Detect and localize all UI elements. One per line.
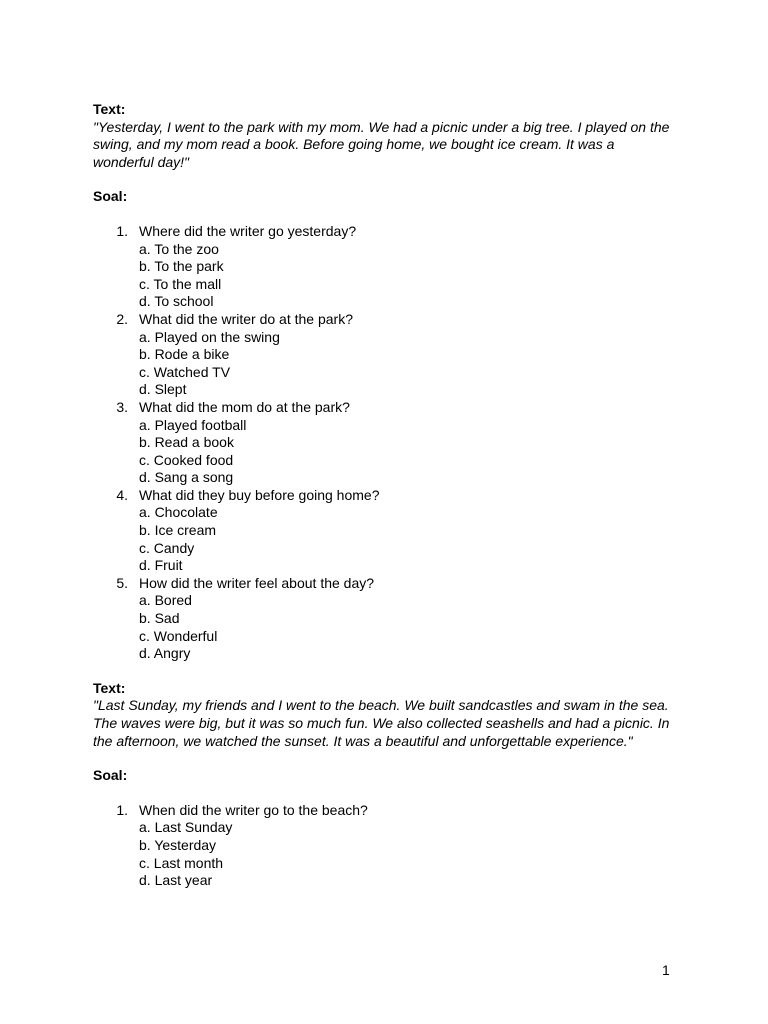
option-list bbox=[139, 504, 673, 574]
answer-option: d. Sang a song bbox=[139, 469, 234, 486]
answer-option: c. Watched TV bbox=[139, 363, 231, 380]
option-list bbox=[139, 329, 673, 399]
question-item bbox=[93, 399, 673, 487]
answer-option: c. Last month bbox=[139, 854, 224, 871]
answer-option: d. Last year bbox=[139, 872, 213, 889]
answer-option: b. Sad bbox=[139, 610, 180, 627]
option-list bbox=[139, 241, 673, 311]
question-number: 5. bbox=[116, 574, 128, 591]
answer-option: b. Rode a bike bbox=[139, 346, 230, 363]
answer-option: b. Ice cream bbox=[139, 522, 217, 539]
soal-heading: Soal: bbox=[93, 188, 128, 205]
page-number: 1 bbox=[662, 962, 670, 978]
answer-option: d. Angry bbox=[139, 645, 191, 662]
answer-option: a. Last Sunday bbox=[139, 819, 233, 836]
question-list bbox=[93, 223, 673, 663]
question-list bbox=[93, 802, 673, 890]
text-heading: Text: bbox=[93, 101, 126, 117]
answer-option: a. Played football bbox=[139, 416, 247, 433]
option-list bbox=[139, 417, 673, 487]
question-item bbox=[93, 575, 673, 663]
answer-option: d. Slept bbox=[139, 381, 187, 398]
answer-option: c. To the mall bbox=[139, 275, 222, 292]
question-item bbox=[93, 802, 673, 890]
question-text: What did they buy before going home? bbox=[139, 486, 380, 503]
answer-option: b. Yesterday bbox=[139, 836, 217, 853]
answer-option: d. Fruit bbox=[139, 557, 183, 574]
question-number: 2. bbox=[116, 310, 128, 327]
answer-option: c. Cooked food bbox=[139, 451, 234, 468]
question-number: 4. bbox=[116, 486, 128, 503]
question-number: 1. bbox=[116, 222, 128, 239]
question-number: 3. bbox=[116, 398, 128, 415]
reading-section-2 bbox=[93, 680, 673, 890]
soal-heading: Soal: bbox=[93, 767, 128, 784]
question-number: 1. bbox=[116, 801, 128, 818]
answer-option: d. To school bbox=[139, 293, 214, 310]
question-text: What did the mom do at the park? bbox=[139, 398, 350, 415]
answer-option: c. Wonderful bbox=[139, 627, 218, 644]
question-item bbox=[93, 223, 673, 311]
passage-text: "Yesterday, I went to the park with my mom. We had a picnic under a big tree. I played on the swing, and my mom read a book. Before going home, we bought ice cream. It was a wonderful day!" bbox=[93, 118, 670, 170]
option-list bbox=[139, 819, 673, 889]
answer-option: a. Bored bbox=[139, 592, 192, 609]
option-list bbox=[139, 592, 673, 662]
answer-option: a. Chocolate bbox=[139, 504, 218, 521]
document-page bbox=[93, 101, 673, 890]
answer-option: b. To the park bbox=[139, 258, 224, 275]
question-text: How did the writer feel about the day? bbox=[139, 574, 375, 591]
text-heading: Text: bbox=[93, 679, 126, 696]
question-text: Where did the writer go yesterday? bbox=[139, 222, 357, 239]
answer-option: a. Played on the swing bbox=[139, 328, 280, 345]
question-item bbox=[93, 487, 673, 575]
reading-section-1 bbox=[93, 101, 673, 663]
question-item bbox=[93, 311, 673, 399]
passage-text: "Last Sunday, my friends and I went to the beach. We built sandcastles and swam in the sea. The waves were big, but it was so much fun. We also collected seashells and had a picnic. In the afternoon, we watched the sunset. It was a beautiful and unforgettable experience." bbox=[93, 697, 670, 749]
answer-option: c. Candy bbox=[139, 539, 195, 556]
question-text: What did the writer do at the park? bbox=[139, 310, 353, 327]
answer-option: a. To the zoo bbox=[139, 240, 219, 257]
answer-option: b. Read a book bbox=[139, 434, 234, 451]
question-text: When did the writer go to the beach? bbox=[139, 801, 368, 818]
